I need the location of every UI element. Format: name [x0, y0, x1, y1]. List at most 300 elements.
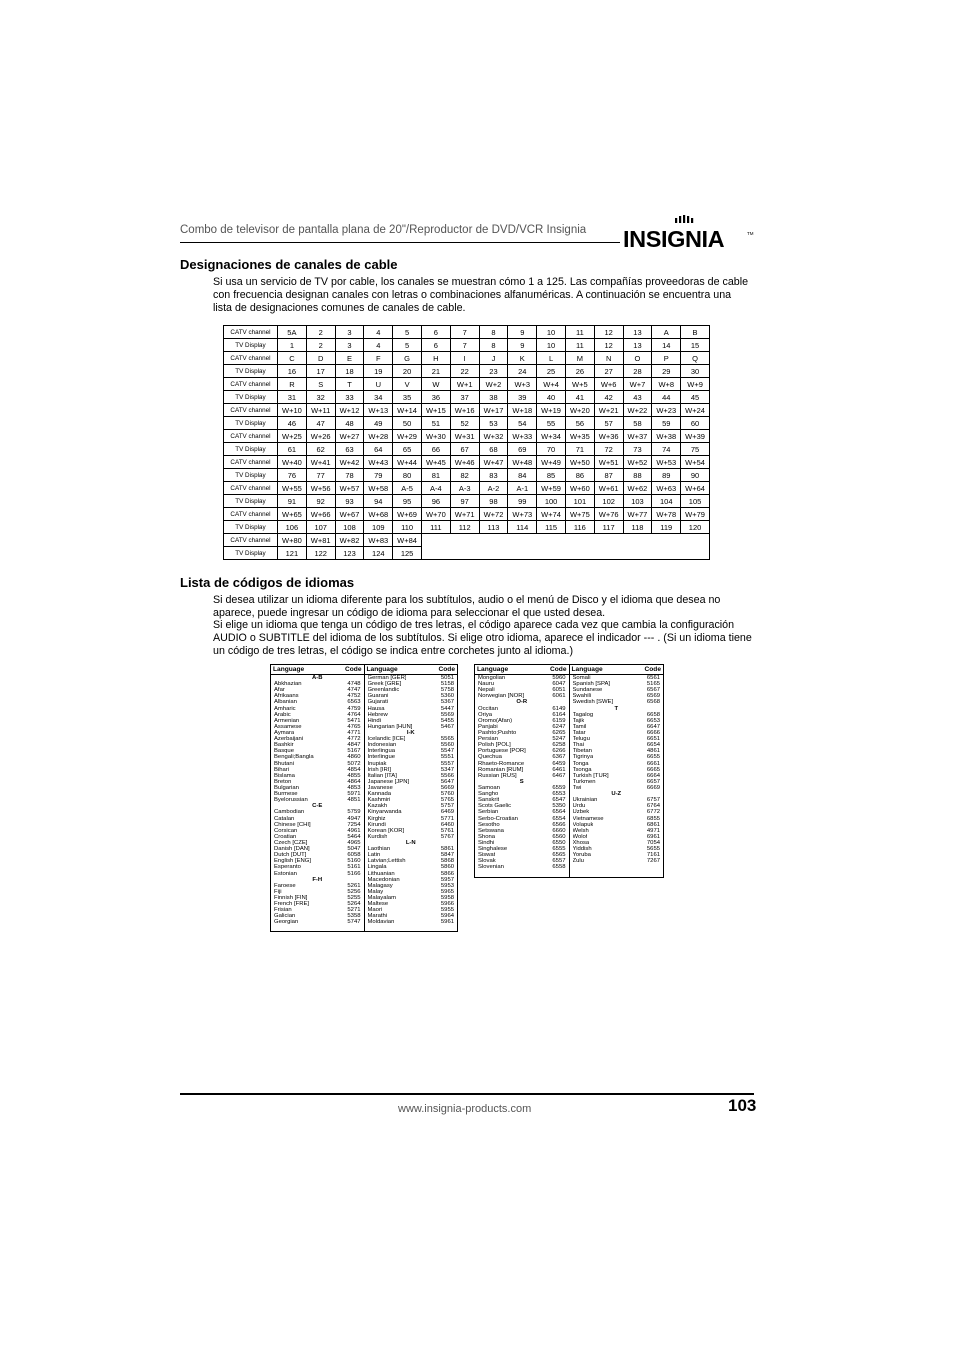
- tv-display-cell: 80: [393, 469, 422, 482]
- catv-channel-cell: W+52: [623, 456, 652, 469]
- catv-channel-cell: W+56: [306, 482, 335, 495]
- catv-channel-label: CATV channel: [224, 534, 278, 547]
- tv-display-cell: 39: [508, 391, 537, 404]
- tv-display-cell: 96: [421, 495, 450, 508]
- language-code: 5958: [440, 894, 454, 901]
- language-code: 5547: [440, 748, 454, 755]
- catv-channel-cell: M: [565, 352, 594, 365]
- catv-channel-cell: C: [278, 352, 307, 365]
- catv-channel-cell: W+70: [421, 508, 450, 521]
- language-code: 5360: [440, 693, 454, 700]
- language-name: Afrikaans: [274, 693, 299, 700]
- catv-channel-cell: 8: [479, 326, 508, 339]
- catv-channel-cell: 2: [306, 326, 335, 339]
- language-name: Estonian: [274, 870, 297, 877]
- language-code: 6569: [646, 693, 660, 700]
- tv-display-cell: 56: [565, 417, 594, 430]
- tv-display-cell: 23: [479, 365, 508, 378]
- catv-channel-label: CATV channel: [224, 352, 278, 365]
- language-code: 5165: [646, 681, 660, 688]
- language-name: Vietnamese: [572, 815, 604, 822]
- language-name: Tsonga: [572, 766, 592, 773]
- language-code: 6669: [646, 784, 660, 791]
- paragraph-languages-2: Si elige un idioma que tenga un código de tres letras, el código aparece cada vez que cambia la configuración AUDIO o SUBTITLE del idioma de los subtítulos. Si elige otro idioma, aparece el indicador --- . (Si un idioma tiene un código de tres letras, el código se indica entre corchetes junto al idioma.): [213, 619, 752, 657]
- catv-channel-cell: G: [393, 352, 422, 365]
- language-name: Corsican: [274, 827, 298, 834]
- catv-channel-row: [224, 508, 710, 521]
- tv-display-cell: 61: [278, 443, 307, 456]
- language-name: Turkish [TUR]: [572, 772, 609, 779]
- tv-display-cell: 55: [537, 417, 566, 430]
- tv-display-cell: 117: [594, 521, 623, 534]
- catv-channel-cell: W+33: [508, 430, 537, 443]
- language-section-heading: L-N: [405, 839, 416, 846]
- language-name: Turkmen: [572, 778, 596, 785]
- language-name: Danish [DAN]: [274, 846, 310, 853]
- language-column-header: [570, 665, 664, 675]
- language-code: 5560: [440, 742, 454, 749]
- catv-channel-cell: L: [537, 352, 566, 365]
- catv-channel-cell: W+59: [537, 482, 566, 495]
- tv-display-cell: 37: [450, 391, 479, 404]
- language-code: 4971: [646, 827, 660, 834]
- language-code: 6550: [552, 839, 566, 846]
- tv-display-label: TV Display: [224, 469, 278, 482]
- language-name: Assamese: [274, 723, 302, 730]
- tv-display-cell: 74: [652, 443, 681, 456]
- language-code: 6058: [347, 852, 361, 859]
- tv-display-label: TV Display: [224, 495, 278, 508]
- section-heading-languages: Lista de códigos de idiomas: [180, 575, 355, 590]
- language-code: 6653: [646, 717, 660, 724]
- language-name: Slovenian: [478, 864, 504, 871]
- catv-channel-cell: 12: [594, 326, 623, 339]
- language-code: 4864: [347, 778, 361, 785]
- language-code: 5051: [440, 675, 454, 681]
- catv-channel-cell: W+12: [335, 404, 364, 417]
- language-name: Thai: [572, 742, 584, 749]
- catv-channel-cell: A-3: [450, 482, 479, 495]
- tv-display-cell: 87: [594, 469, 623, 482]
- language-column-header: [475, 665, 569, 675]
- catv-channel-cell: W+23: [652, 404, 681, 417]
- catv-channel-cell: W+6: [594, 378, 623, 391]
- language-code: 6258: [552, 742, 566, 749]
- catv-channel-cell: W+69: [393, 508, 422, 521]
- tv-display-row: [224, 521, 710, 534]
- language-name: Maori: [367, 907, 383, 914]
- catv-channel-cell: W+45: [421, 456, 450, 469]
- header-language: Language: [571, 666, 603, 673]
- language-name: Zulu: [572, 858, 584, 865]
- language-code: 5647: [440, 778, 454, 785]
- language-name: Guarani: [367, 693, 389, 700]
- tv-display-cell: 123: [335, 547, 364, 560]
- tv-display-cell: 69: [508, 443, 537, 456]
- catv-channel-cell: W+47: [479, 456, 508, 469]
- language-name: Latin: [367, 852, 381, 859]
- language-name: Sangho: [478, 791, 499, 798]
- tv-display-cell: 8: [479, 339, 508, 352]
- language-code: 5757: [440, 803, 454, 810]
- tv-display-cell: 34: [364, 391, 393, 404]
- language-code: 5957: [440, 876, 454, 883]
- tv-display-cell: 60: [681, 417, 710, 430]
- language-code: 6565: [552, 852, 566, 859]
- tv-display-cell: 98: [479, 495, 508, 508]
- language-code: 4860: [347, 754, 361, 761]
- catv-channel-cell: W+9: [681, 378, 710, 391]
- catv-channel-cell: W+21: [594, 404, 623, 417]
- catv-channel-cell: A: [652, 326, 681, 339]
- language-code: 4965: [347, 839, 361, 846]
- catv-channel-cell: W+40: [278, 456, 307, 469]
- catv-channel-row: [224, 352, 710, 365]
- tv-display-cell: 84: [508, 469, 537, 482]
- language-name: Interlingua: [367, 748, 396, 755]
- catv-channel-cell: W+18: [508, 404, 537, 417]
- language-name: Tigrinya: [572, 754, 594, 761]
- catv-channel-label: CATV channel: [224, 326, 278, 339]
- language-name: Malay: [367, 888, 384, 895]
- language-code: 6661: [646, 760, 660, 767]
- language-code: 5358: [347, 913, 361, 920]
- language-code: 6555: [552, 846, 566, 853]
- language-code: 6664: [646, 772, 660, 779]
- tv-display-cell: 112: [450, 521, 479, 534]
- language-name: Setswana: [478, 827, 504, 834]
- language-code: 6554: [552, 815, 566, 822]
- language-name: Georgian: [274, 919, 299, 926]
- language-name: Persian: [478, 736, 498, 743]
- language-name: Hungarian [HUN]: [367, 723, 413, 730]
- language-name: Twi: [572, 784, 582, 791]
- tv-display-label: TV Display: [224, 417, 278, 430]
- language-code: 6655: [646, 754, 660, 761]
- tv-display-cell: 2: [306, 339, 335, 352]
- language-code: 5464: [347, 833, 361, 840]
- language-name: English [ENG]: [274, 858, 311, 865]
- catv-channel-cell: W+65: [278, 508, 307, 521]
- language-code: 6564: [552, 809, 566, 816]
- language-name: Nauru: [478, 681, 495, 688]
- header-code: Code: [644, 666, 661, 673]
- language-name: Malagasy: [367, 882, 393, 889]
- tv-display-cell: 122: [306, 547, 335, 560]
- language-code: 6265: [552, 729, 566, 736]
- catv-channel-cell: W+51: [594, 456, 623, 469]
- language-name: Tibetan: [572, 748, 592, 755]
- language-code: 5167: [347, 748, 361, 755]
- language-code: 5965: [440, 888, 454, 895]
- catv-channel-cell: 7: [450, 326, 479, 339]
- tv-display-cell: 35: [393, 391, 422, 404]
- tv-display-cell: 78: [335, 469, 364, 482]
- tv-display-cell: 48: [335, 417, 364, 430]
- language-code: 5847: [440, 852, 454, 859]
- tv-display-cell: 90: [681, 469, 710, 482]
- tv-display-cell: 107: [306, 521, 335, 534]
- tv-display-cell: 121: [278, 547, 307, 560]
- catv-channel-cell: A-5: [393, 482, 422, 495]
- catv-channel-cell: W+13: [364, 404, 393, 417]
- tv-display-cell: 5: [393, 339, 422, 352]
- tv-display-cell: 57: [594, 417, 623, 430]
- catv-channel-label: CATV channel: [224, 378, 278, 391]
- language-code: 5569: [440, 711, 454, 718]
- language-code: 6568: [646, 699, 660, 706]
- language-code: 5566: [440, 772, 454, 779]
- catv-channel-cell: W+34: [537, 430, 566, 443]
- language-code: 5767: [440, 833, 454, 840]
- catv-channel-cell: F: [364, 352, 393, 365]
- language-code: 4947: [347, 815, 361, 822]
- catv-channel-cell: 6: [421, 326, 450, 339]
- catv-channel-cell: W+39: [681, 430, 710, 443]
- language-name: Irish [IRI]: [367, 766, 392, 773]
- tv-display-cell: 99: [508, 495, 537, 508]
- tv-display-row: [224, 417, 710, 430]
- catv-channel-cell: 9: [508, 326, 537, 339]
- catv-channel-cell: W+83: [364, 534, 393, 547]
- tv-display-cell: 24: [508, 365, 537, 378]
- language-name: Romanian [RUM]: [478, 766, 524, 773]
- language-code: 6459: [552, 760, 566, 767]
- tv-display-cell: 62: [306, 443, 335, 456]
- language-name: Javanese: [367, 784, 393, 791]
- catv-channel-cell: W+25: [278, 430, 307, 443]
- tv-display-cell: 54: [508, 417, 537, 430]
- language-name: Azerbaijani: [274, 736, 304, 743]
- language-name: Maltese: [367, 901, 389, 908]
- catv-channel-cell: W+67: [335, 508, 364, 521]
- page-number: 103: [728, 1096, 757, 1115]
- language-code: 6861: [646, 821, 660, 828]
- language-code: 5655: [646, 846, 660, 853]
- language-name: Bulgarian: [274, 784, 299, 791]
- language-name: Frisian: [274, 907, 292, 914]
- language-code: 6164: [552, 711, 566, 718]
- language-code: 6651: [646, 736, 660, 743]
- language-code: 5447: [440, 705, 454, 712]
- language-name: Latvian;Lettish: [367, 858, 406, 865]
- language-code: 5455: [440, 717, 454, 724]
- language-name: Telugu: [572, 736, 590, 743]
- tv-display-cell: 71: [565, 443, 594, 456]
- tv-display-row: [224, 469, 710, 482]
- language-name: Malayalam: [367, 894, 396, 901]
- language-code: 6559: [552, 784, 566, 791]
- language-name: Finnish [FIN]: [274, 894, 308, 901]
- tv-display-cell: 111: [421, 521, 450, 534]
- language-name: Tonga: [572, 760, 589, 767]
- language-code: 6665: [646, 766, 660, 773]
- tv-display-cell: 36: [421, 391, 450, 404]
- catv-channel-cell: E: [335, 352, 364, 365]
- tv-display-cell: 102: [594, 495, 623, 508]
- language-name: Serbian: [478, 809, 499, 816]
- tv-display-cell: 21: [421, 365, 450, 378]
- language-code: 5166: [347, 870, 361, 877]
- language-name: Shona: [478, 833, 496, 840]
- tv-display-cell: 15: [681, 339, 710, 352]
- language-code: 4861: [646, 748, 660, 755]
- header-language: Language: [273, 666, 305, 673]
- language-code: 5760: [440, 791, 454, 798]
- tv-display-cell: 109: [364, 521, 393, 534]
- catv-channel-cell: D: [306, 352, 335, 365]
- language-code: 6061: [552, 693, 566, 700]
- catv-channel-cell: P: [652, 352, 681, 365]
- tv-display-label: TV Display: [224, 547, 278, 560]
- language-column-header: [365, 665, 458, 675]
- language-code: 5261: [347, 882, 361, 889]
- header-code: Code: [345, 666, 362, 673]
- catv-channel-cell: O: [623, 352, 652, 365]
- catv-channel-label: CATV channel: [224, 404, 278, 417]
- language-code: 4765: [347, 723, 361, 730]
- language-code: 6666: [646, 729, 660, 736]
- tv-display-cell: 13: [623, 339, 652, 352]
- tv-display-cell: 25: [537, 365, 566, 378]
- catv-channel-cell: W+38: [652, 430, 681, 443]
- tv-display-cell: 65: [393, 443, 422, 456]
- language-name: Japanese [JPN]: [367, 778, 410, 785]
- language-code: 6557: [552, 858, 566, 865]
- tv-display-cell: 104: [652, 495, 681, 508]
- language-code: 5964: [440, 913, 454, 920]
- language-name: Sesotho: [478, 821, 500, 828]
- tv-display-cell: 14: [652, 339, 681, 352]
- language-name: Somali: [572, 675, 591, 681]
- catv-channel-cell: T: [335, 378, 364, 391]
- language-code: 6159: [552, 717, 566, 724]
- language-code: 6558: [552, 864, 566, 871]
- language-name: Macedonian: [367, 876, 400, 883]
- catv-channel-cell: 3: [335, 326, 364, 339]
- tv-display-row: [224, 365, 710, 378]
- language-name: Fiji: [274, 888, 282, 895]
- language-code: 6757: [646, 797, 660, 804]
- language-name: Albanian: [274, 699, 297, 706]
- language-name: Greenlandic: [367, 687, 400, 694]
- catv-channel-cell: W+48: [508, 456, 537, 469]
- language-code: 6460: [440, 821, 454, 828]
- catv-channel-cell: W+82: [335, 534, 364, 547]
- tv-display-cell: 29: [652, 365, 681, 378]
- tv-display-cell: 100: [537, 495, 566, 508]
- section-heading-cable: Designaciones de canales de cable: [180, 257, 398, 272]
- tv-display-cell: 11: [565, 339, 594, 352]
- language-name: Uzbek: [572, 809, 590, 816]
- tv-display-row: [224, 391, 710, 404]
- language-name: Korean [KOR]: [367, 827, 405, 834]
- language-name: Italian [ITA]: [367, 772, 397, 779]
- catv-channel-cell: W+7: [623, 378, 652, 391]
- language-code: 4752: [347, 693, 361, 700]
- catv-channel-cell: B: [681, 326, 710, 339]
- catv-channel-row: [224, 378, 710, 391]
- language-name: Bashkir: [274, 742, 294, 749]
- catv-channel-cell: W+4: [537, 378, 566, 391]
- language-name: Panjabi: [478, 723, 498, 730]
- language-code: 4772: [347, 736, 361, 743]
- language-section-heading: S: [519, 778, 524, 785]
- language-code: 5160: [347, 858, 361, 865]
- language-name: Indonesian: [367, 742, 397, 749]
- tv-display-cell: 66: [421, 443, 450, 456]
- footer-rule: [180, 1093, 754, 1095]
- language-name: Breton: [274, 778, 292, 785]
- tv-display-cell: 27: [594, 365, 623, 378]
- tv-display-cell: 12: [594, 339, 623, 352]
- language-name: Samoan: [478, 784, 500, 791]
- tv-display-cell: 67: [450, 443, 479, 456]
- language-code: 5960: [552, 675, 566, 681]
- tv-display-cell: 9: [508, 339, 537, 352]
- catv-channel-cell: W+10: [278, 404, 307, 417]
- tv-display-cell: 75: [681, 443, 710, 456]
- catv-channel-cell: 4: [364, 326, 393, 339]
- language-section-heading: F-H: [312, 876, 323, 883]
- language-code: 4759: [347, 705, 361, 712]
- catv-channel-cell: V: [393, 378, 422, 391]
- catv-channel-cell: 11: [565, 326, 594, 339]
- tv-display-cell: 114: [508, 521, 537, 534]
- tv-display-cell: 58: [623, 417, 652, 430]
- language-code: 5971: [347, 791, 361, 798]
- language-code: 6660: [552, 827, 566, 834]
- language-name: Inupiak: [367, 760, 387, 767]
- language-name: Serbo-Croatian: [478, 815, 518, 822]
- tv-display-cell: 17: [306, 365, 335, 378]
- language-section-heading: A-B: [312, 675, 323, 681]
- catv-channel-cell: W+37: [623, 430, 652, 443]
- language-code: 6567: [646, 687, 660, 694]
- catv-channel-cell: 10: [537, 326, 566, 339]
- language-code: 6467: [552, 772, 566, 779]
- catv-channel-cell: W+42: [335, 456, 364, 469]
- language-code: 7054: [646, 839, 660, 846]
- language-code: 6051: [552, 687, 566, 694]
- language-code: 5669: [440, 784, 454, 791]
- tv-display-cell: 92: [306, 495, 335, 508]
- logo-wordmark: INSIGNIA: [623, 226, 725, 252]
- language-name: Yoruba: [572, 852, 591, 859]
- language-name: Norwegian [NOR]: [478, 693, 525, 700]
- header-title: Combo de televisor de pantalla plana de 20"/Reproductor de DVD/VCR Insignia: [180, 224, 587, 236]
- tv-display-cell: 46: [278, 417, 307, 430]
- tv-display-label: TV Display: [224, 365, 278, 378]
- language-name: Oriya: [478, 711, 493, 718]
- catv-channel-row: [224, 534, 710, 547]
- language-name: Occitan: [478, 705, 498, 712]
- tv-display-cell: 124: [364, 547, 393, 560]
- language-name: German [GER]: [367, 675, 407, 681]
- language-name: Scots Gaelic: [478, 803, 512, 810]
- paragraph-languages-1: Si desea utilizar un idioma diferente para los subtítulos, audio o el menú de Disco y el idioma que desea no aparece, puede ingresar un código de idioma para seleccionar el que usted desea.: [213, 594, 721, 619]
- catv-channel-row: [224, 326, 710, 339]
- language-section-heading: T: [614, 705, 619, 712]
- language-name: Urdu: [572, 803, 586, 810]
- language-name: Croatian: [274, 833, 297, 840]
- catv-channel-row: [224, 482, 710, 495]
- language-code: 5759: [347, 809, 361, 816]
- empty-cell: [421, 534, 709, 560]
- language-code: 7161: [646, 852, 660, 859]
- tv-display-cell: 79: [364, 469, 393, 482]
- language-code-table-left: [270, 664, 458, 932]
